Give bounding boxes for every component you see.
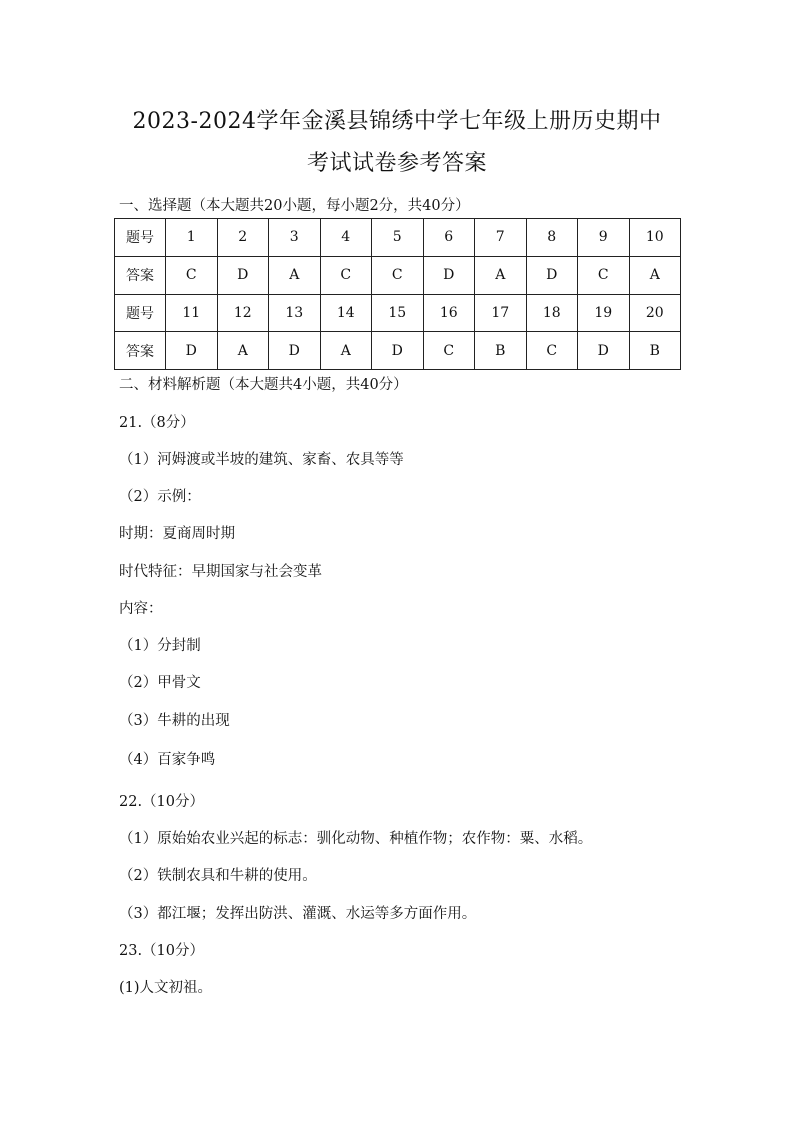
answer-table xyxy=(114,218,681,370)
table-cell: C xyxy=(320,256,372,294)
table-row xyxy=(115,332,681,370)
answer-line: （4）百家争鸣 xyxy=(119,752,216,768)
answer-line: 内容： xyxy=(119,601,163,617)
table-cell: 19 xyxy=(578,294,630,332)
table-cell: 5 xyxy=(372,219,424,257)
table-cell: 11 xyxy=(166,294,218,332)
table-cell: B xyxy=(475,332,527,370)
table-cell: 13 xyxy=(269,294,321,332)
table-cell: D xyxy=(217,256,269,294)
table-row xyxy=(115,256,681,294)
table-row-label: 题号 xyxy=(115,294,166,332)
answer-line: （1）原始始农业兴起的标志：驯化动物、种植作物；农作物：粟、水稻。 xyxy=(119,831,593,847)
table-cell: B xyxy=(629,332,681,370)
table-cell: 6 xyxy=(423,219,475,257)
answer-line: （1）河姆渡或半坡的建筑、家畜、农具等等 xyxy=(119,452,404,468)
answer-line: （3）牛耕的出现 xyxy=(119,713,230,729)
table-cell: D xyxy=(578,332,630,370)
table-row-label: 答案 xyxy=(115,256,166,294)
table-cell: 10 xyxy=(629,219,681,257)
table-cell: 18 xyxy=(526,294,578,332)
table-cell: 4 xyxy=(320,219,372,257)
table-row-label: 答案 xyxy=(115,332,166,370)
table-cell: 8 xyxy=(526,219,578,257)
table-row xyxy=(115,294,681,332)
answer-line: 时代特征：早期国家与社会变革 xyxy=(119,564,322,580)
table-cell: D xyxy=(423,256,475,294)
table-cell: C xyxy=(372,256,424,294)
answer-line: （2）示例： xyxy=(119,489,201,505)
table-row xyxy=(115,219,681,257)
page-title-line-1: 2023-2024学年金溪县锦绣中学七年级上册历史期中 xyxy=(132,109,662,134)
table-row-label: 题号 xyxy=(115,219,166,257)
section-1-heading: 一、选择题（本大题共20小题，每小题2分，共40分） xyxy=(119,198,470,214)
table-cell: 15 xyxy=(372,294,424,332)
question-23-heading: 23.（10分） xyxy=(119,943,205,959)
answer-line: （1）分封制 xyxy=(119,638,201,654)
table-cell: A xyxy=(269,256,321,294)
table-cell: A xyxy=(629,256,681,294)
table-cell: 17 xyxy=(475,294,527,332)
section-2-heading: 二、材料解析题（本大题共4小题，共40分） xyxy=(119,377,408,393)
table-cell: 2 xyxy=(217,219,269,257)
page-title-line-2: 考试试卷参考答案 xyxy=(306,151,487,176)
table-cell: A xyxy=(320,332,372,370)
table-cell: D xyxy=(372,332,424,370)
table-cell: C xyxy=(423,332,475,370)
answer-line: （3）都江堰；发挥出防洪、灌溉、水运等多方面作用。 xyxy=(119,906,477,922)
question-22-heading: 22.（10分） xyxy=(119,794,205,810)
table-cell: 7 xyxy=(475,219,527,257)
table-cell: C xyxy=(578,256,630,294)
table-cell: 20 xyxy=(629,294,681,332)
table-cell: D xyxy=(269,332,321,370)
answer-line: （2）甲骨文 xyxy=(119,675,201,691)
table-cell: D xyxy=(526,256,578,294)
table-cell: 9 xyxy=(578,219,630,257)
answer-line: 时期：夏商周时期 xyxy=(119,526,235,542)
answer-line: (1)人文初祖。 xyxy=(119,980,213,996)
table-cell: C xyxy=(526,332,578,370)
table-cell: 16 xyxy=(423,294,475,332)
table-cell: 12 xyxy=(217,294,269,332)
answer-line: （2）铁制农具和牛耕的使用。 xyxy=(119,868,317,884)
table-cell: A xyxy=(475,256,527,294)
table-cell: 1 xyxy=(166,219,218,257)
table-cell: A xyxy=(217,332,269,370)
question-21-heading: 21.（8分） xyxy=(119,415,195,431)
table-cell: 14 xyxy=(320,294,372,332)
table-cell: C xyxy=(166,256,218,294)
table-cell: 3 xyxy=(269,219,321,257)
table-cell: D xyxy=(166,332,218,370)
